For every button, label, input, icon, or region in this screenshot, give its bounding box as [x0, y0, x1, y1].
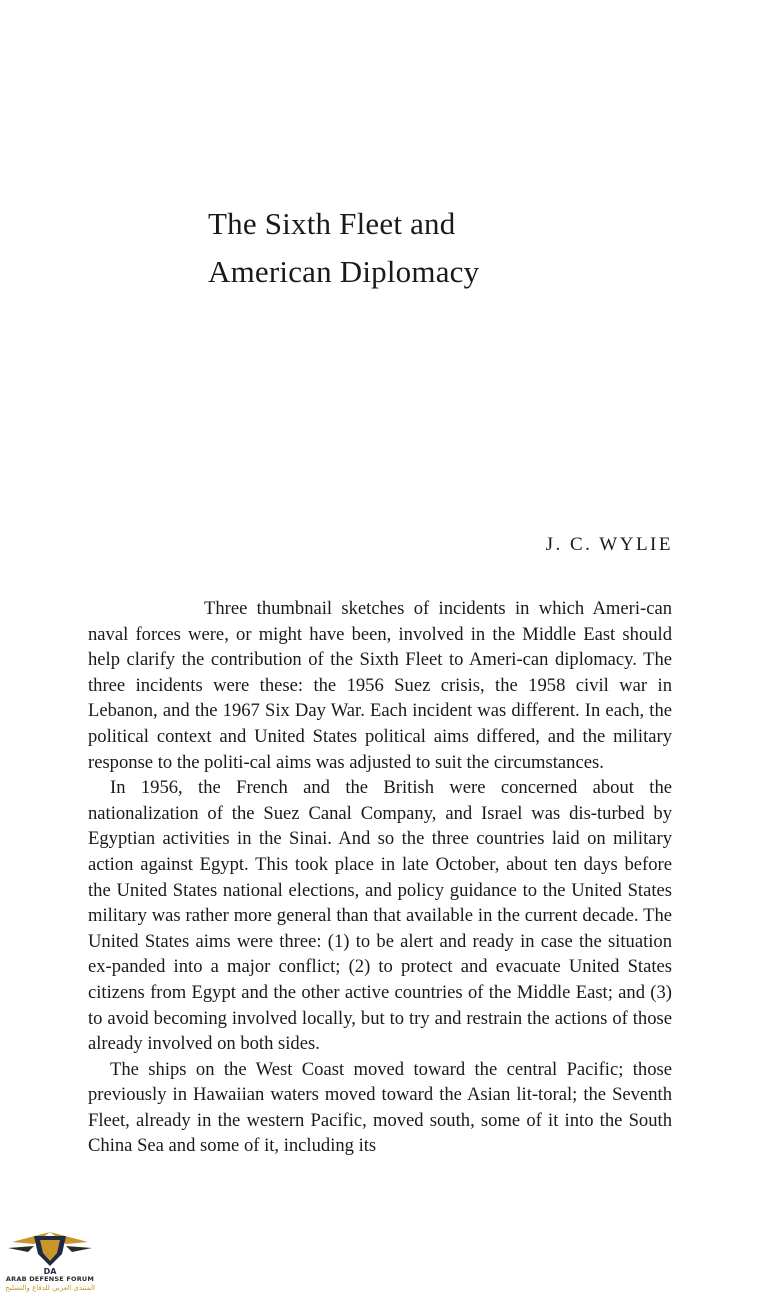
- paragraph-2: In 1956, the French and the British were concerned about the nationalization of the Suez Canal Company, and Israel was dis-turbed by Egyptian activities in the Sinai. And so the three countries laid on military action against Egypt. This took place in late October, about ten days before the United States national elections, and policy guidance to the United States military was rather more general than that available in the current decade. The United States aims were three: (1) to be alert and ready in case the situation ex-panded into a major conflict; (2) to protect and evacuate United States citizens from Egypt and the other active countries of the Middle East; and (3) to avoid becoming involved locally, but to try and restrain the actions of those already involved on both sides.: [88, 777, 672, 1055]
- paragraph-1: Three thumbnail sketches of incidents in which Ameri-can naval forces were, or might have been, involved in the Middle East should help clarify the contribution of the Sixth Fleet to Ameri-can diplomacy. The three incidents were these: the 1956 Suez crisis, the 1958 civil war in Lebanon, and the 1967 Six Day War. Each incident was different. In each, the political context and United States political aims differed, and the military response to the politi-cal aims was adjusted to suit the circumstances.: [88, 598, 672, 773]
- author-name: J. C. WYLIE: [545, 534, 673, 555]
- emblem-text: DA: [43, 1267, 57, 1276]
- watermark-line-1: ARAB DEFENSE FORUM: [5, 1275, 95, 1283]
- article-title: [208, 200, 668, 296]
- title-line-1: The Sixth Fleet and: [208, 206, 456, 241]
- paragraph-3: The ships on the West Coast moved toward the central Pacific; those previously in Hawaiian waters moved toward the Asian lit-toral; the Seventh Fleet, already in the western Pacific, moved south, some of it into the South China Sea and some of it, including its: [88, 1058, 672, 1157]
- eagle-shield-icon: [4, 1226, 96, 1276]
- article-body: [88, 596, 672, 1159]
- watermark-line-2: المنتدى العربي للدفاع والتسليح: [5, 1284, 95, 1292]
- title-line-2: American Diplomacy: [208, 254, 480, 289]
- watermark-logo: [4, 1226, 96, 1298]
